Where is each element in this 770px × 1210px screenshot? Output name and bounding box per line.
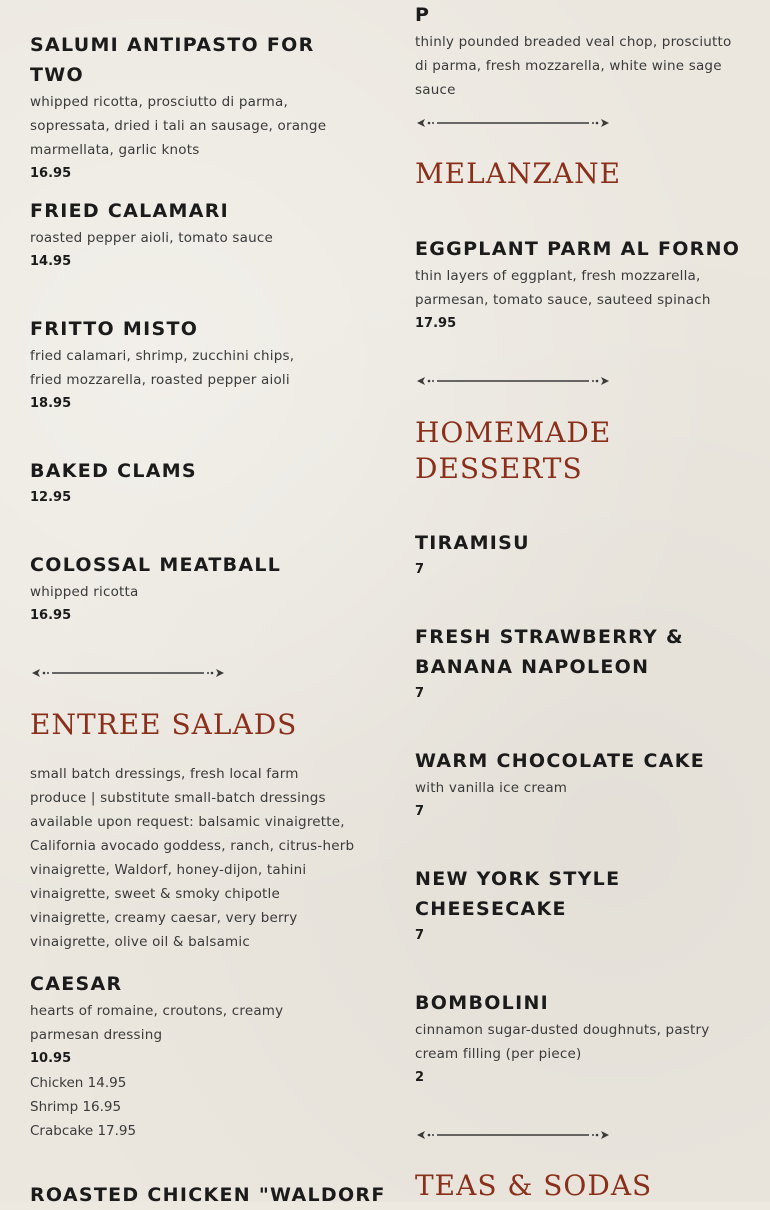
- menu-item: [415, 622, 745, 706]
- item-name: TIRAMISU: [415, 532, 530, 554]
- menu-item: [415, 528, 745, 582]
- item-price: 10.95: [30, 1051, 72, 1066]
- item-name: ROASTED CHICKEN "WALDORF: [30, 1184, 386, 1206]
- ornamental-divider-icon: [415, 118, 611, 128]
- item-name: CAESAR: [30, 973, 123, 995]
- item-description: hearts of romaine, croutons, creamy parmesan dressing: [30, 1003, 284, 1043]
- item-description: thin layers of eggplant, fresh mozzarella, parmesan, tomato sauce, sauteed spinach: [415, 268, 711, 308]
- menu-item: [30, 456, 360, 510]
- item-description: whipped ricotta: [30, 584, 139, 600]
- menu-item: [415, 0, 745, 102]
- ornamental-divider-icon: [415, 1130, 611, 1140]
- item-name: BOMBOLINI: [415, 992, 550, 1014]
- menu-item: [30, 30, 360, 186]
- item-name: NEW YORK STYLE: [415, 868, 621, 890]
- menu-item: [30, 550, 360, 628]
- menu-item: [30, 1180, 386, 1210]
- section-title: TEAS & SODAS: [415, 1169, 653, 1202]
- item-name: FRITTO MISTO: [30, 318, 199, 340]
- item-description: thinly pounded breaded veal chop, prosciutto di parma, fresh mozzarella, white wine sage sauce: [415, 34, 732, 98]
- item-price: 16.95: [30, 166, 72, 181]
- item-description: whipped ricotta, prosciutto di parma, sopressata, dried i tali an sausage, orange marmellata, garlic knots: [30, 94, 327, 158]
- item-name: FRESH STRAWBERRY &: [415, 626, 684, 648]
- section-title: ENTREE SALADS: [30, 708, 298, 741]
- ornamental-divider-icon: [415, 376, 611, 386]
- item-price: 7: [415, 928, 425, 943]
- item-name: COLOSSAL MEATBALL: [30, 554, 282, 576]
- section-title: MELANZANE: [415, 157, 622, 190]
- item-name: CHEESECAKE: [415, 898, 567, 920]
- item-price: 14.95: [30, 254, 72, 269]
- menu-item: [30, 969, 360, 1143]
- section-intro: [30, 762, 360, 954]
- item-name: WARM CHOCOLATE CAKE: [415, 750, 705, 772]
- item-price: 17.95: [415, 316, 457, 331]
- ornamental-divider-icon: [30, 668, 226, 678]
- item-description: cinnamon sugar-dusted doughnuts, pastry cream filling (per piece): [415, 1022, 710, 1062]
- item-name-tail: P: [415, 4, 431, 26]
- item-name: FRIED CALAMARI: [30, 200, 230, 222]
- menu-item: [30, 196, 360, 274]
- item-name: BAKED CLAMS: [30, 460, 197, 482]
- item-price: 7: [415, 686, 425, 701]
- add-on-option: Chicken 14.95: [30, 1075, 127, 1091]
- item-price: 16.95: [30, 608, 72, 623]
- add-on-option: Shrimp 16.95: [30, 1099, 122, 1115]
- item-name: BANANA NAPOLEON: [415, 656, 650, 678]
- item-price: 12.95: [30, 490, 72, 505]
- item-description: roasted pepper aioli, tomato sauce: [30, 230, 274, 246]
- section-title-line: DESSERTS: [415, 452, 583, 485]
- item-description: with vanilla ice cream: [415, 780, 568, 796]
- item-description: fried calamari, shrimp, zucchini chips, fried mozzarella, roasted pepper aioli: [30, 348, 295, 388]
- item-price: 7: [415, 562, 425, 577]
- section-title: [415, 415, 611, 487]
- menu-item: [415, 988, 745, 1090]
- item-name: SALUMI ANTIPASTO FOR TWO: [30, 34, 315, 86]
- item-price: 18.95: [30, 396, 72, 411]
- menu-item: [415, 234, 745, 336]
- menu-item: [415, 746, 745, 824]
- item-name: EGGPLANT PARM AL FORNO: [415, 238, 741, 260]
- menu-item: [30, 314, 360, 416]
- menu-item: [415, 864, 745, 948]
- item-price: 2: [415, 1070, 425, 1085]
- salad-dressings-note: small batch dressings, fresh local farm produce | substitute small-batch dressings available upon request: balsamic vinaigrette, California avocado goddess, ranch, citrus-herb vinaigrette, Waldorf, honey-dijon, tahini vinaigrette, sweet & smoky chipotle vinaigrette, creamy caesar, very berry vinaigrette, olive oil & balsamic: [30, 766, 355, 950]
- item-price: 7: [415, 804, 425, 819]
- add-on-option: Crabcake 17.95: [30, 1123, 137, 1139]
- section-title-line: HOMEMADE: [415, 416, 612, 449]
